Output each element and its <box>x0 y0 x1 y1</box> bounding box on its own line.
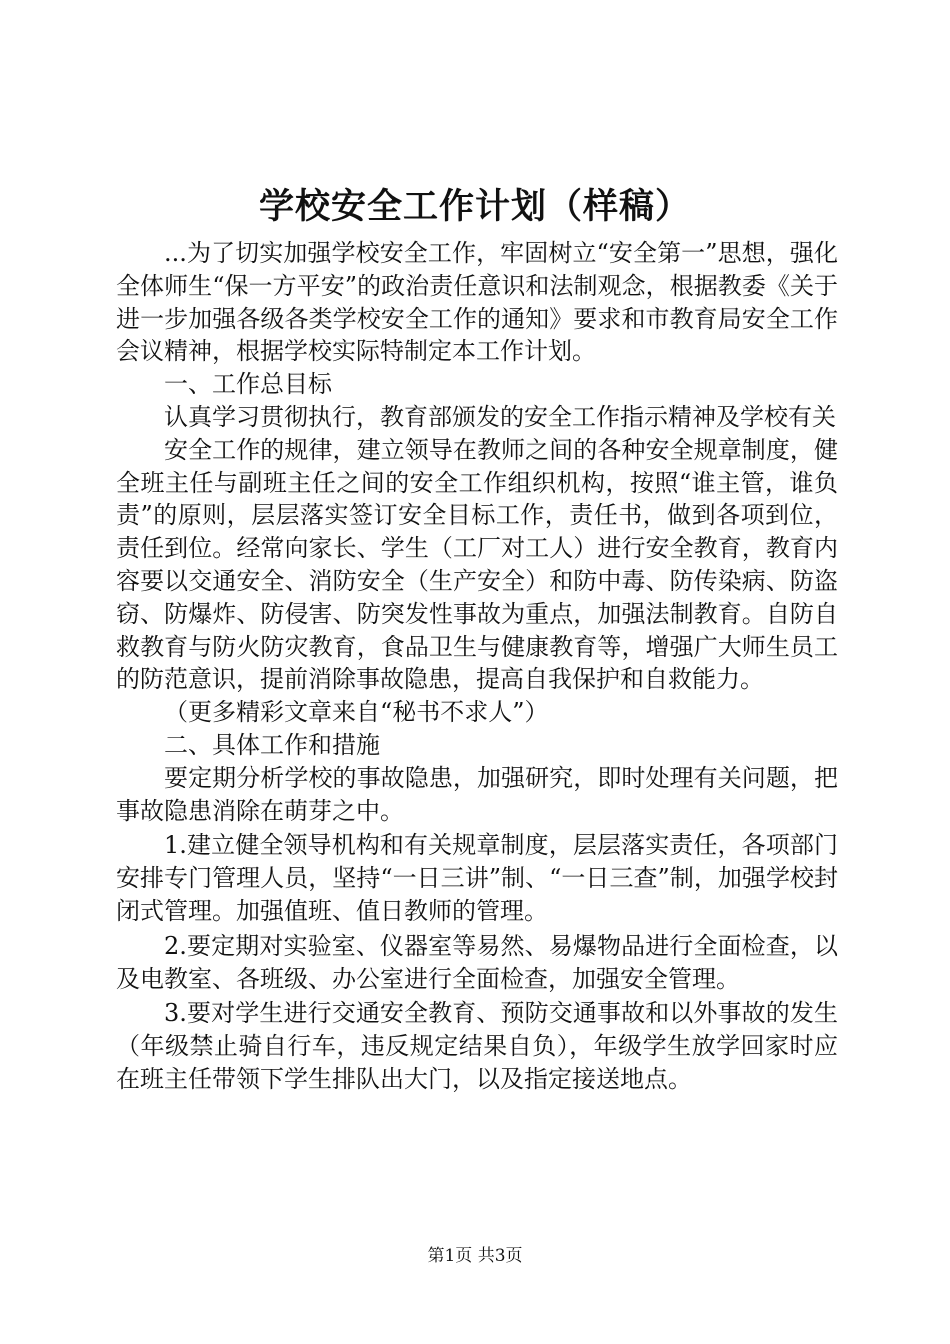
measure-item-1: 1.建立健全领导机构和有关规章制度，层层落实责任，各项部门安排专门管理人员，坚持“一日三讲”制、“一日三查”制，加强学校封闭式管理。加强值班、值日教师的管理。 <box>116 831 838 925</box>
page-number-footer: 第1页 共3页 <box>427 1246 523 1266</box>
source-note: （更多精彩文章来自“秘书不求人”） <box>164 698 549 727</box>
document-title: 学校安全工作计划（样稿） <box>258 186 691 227</box>
document-body <box>116 237 838 1096</box>
section-heading-goal: 一、工作总目标 <box>164 370 332 399</box>
goal-detail-paragraph: 安全工作的规律，建立领导在教师之间的各种安全规章制度，健全班主任与副班主任之间的安全工作组织机构，按照“谁主管，谁负责”的原则，层层落实签订安全目标工作，责任书，做到各项到位，责任到位。经常向家长、学生（工厂对工人）进行安全教育，教育内容要以交通安全、消防安全（生产安全）和防中毒、防传染病、防盗窃、防爆炸、防侵害、防突发性事故为重点，加强法制教育。自防自救教育与防火防灾教育，食品卫生与健康教育等，增强广大师生员工的防范意识，提前消除事故隐患，提高自我保护和自救能力。 <box>116 435 838 694</box>
measure-item-3: 3.要对学生进行交通安全教育、预防交通事故和以外事故的发生（年级禁止骑自行车，违反规定结果自负），年级学生放学回家时应在班主任带领下学生排队出大门，以及指定接送地点。 <box>116 999 838 1093</box>
intro-paragraph: ...为了切实加强学校安全工作，牢固树立“安全第一”思想，强化全体师生“保一方平安”的政治责任意识和法制观念，根据教委《关于进一步加强各级各类学校安全工作的通知》要求和市教育局安全工作会议精神，根据学校实际特制定本工作计划。 <box>116 239 838 366</box>
goal-paragraph: 认真学习贯彻执行，教育部颁发的安全工作指示精神及学校有关 <box>164 402 836 431</box>
measures-intro-paragraph: 要定期分析学校的事故隐患，加强研究，即时处理有关问题，把事故隐患消除在萌芽之中。 <box>116 763 838 825</box>
measure-item-2: 2.要定期对实验室、仪器室等易然、易爆物品进行全面检查，以及电教室、各班级、办公室进行全面检查，加强安全管理。 <box>116 931 838 993</box>
section-heading-measures: 二、具体工作和措施 <box>164 730 380 759</box>
